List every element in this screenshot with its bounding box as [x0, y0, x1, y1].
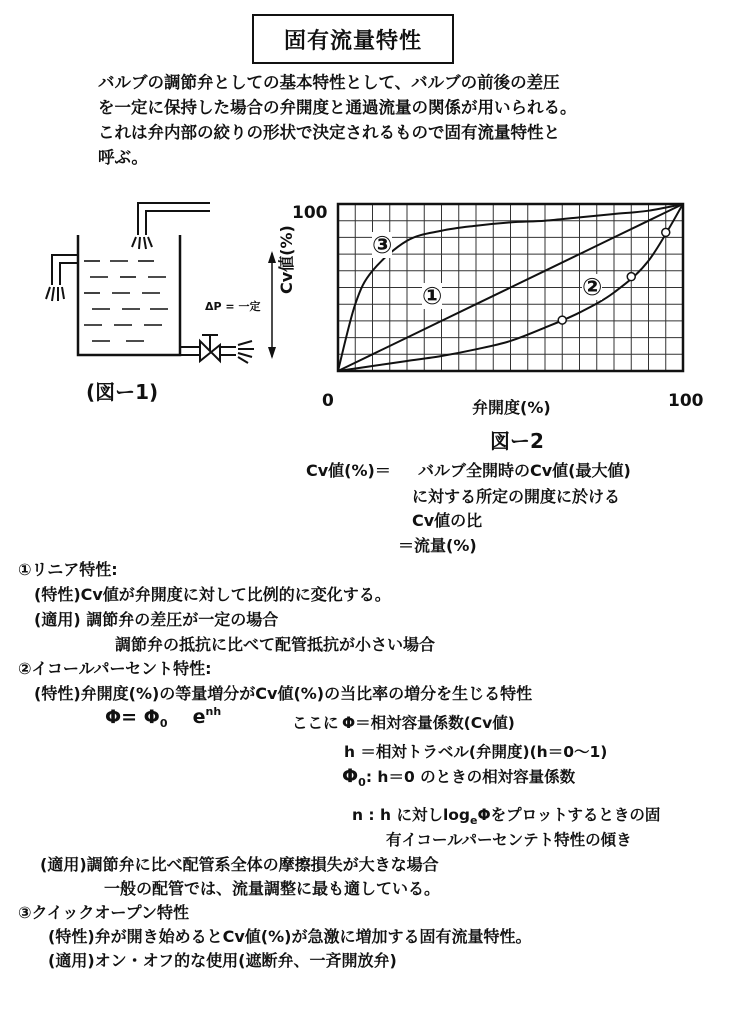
figure2-caption: 図ー2: [490, 429, 544, 453]
series-marker: [662, 228, 670, 236]
water-lines: [84, 261, 168, 341]
curve-label-1: ①: [422, 282, 443, 310]
definition-line: バルブ全開時のCv値(最大値): [418, 461, 631, 480]
section3-heading: ③クイックオープン特性: [18, 903, 189, 922]
equal-percent-formula: [105, 705, 221, 730]
intro-paragraph: [98, 70, 688, 170]
intro-line: を一定に保持した場合の弁開度と通過流量の関係が用いられる。: [98, 98, 577, 117]
section2-trait: (特性)弁開度(%)の等量増分がCv値(%)の当比率の増分を生じる特性: [34, 684, 533, 703]
intro-line: バルブの調節弁としての基本特性として、バルブの前後の差圧: [98, 73, 560, 92]
overflow-spray: [46, 287, 64, 301]
section3-use: (適用)オン・オフ的な使用(遮断弁、一斉開放弁): [48, 951, 397, 970]
y-max-label: 100: [292, 203, 328, 223]
phi0-sub: 0: [358, 776, 366, 789]
n-def-part: Φをプロットするときの固: [477, 806, 661, 824]
section1-use: (適用) 調節弁の差圧が一定の場合: [34, 610, 279, 629]
definition-lhs: Cv値(%)＝: [306, 461, 391, 480]
formula-here: ここに: [292, 714, 339, 732]
y-axis-label: Cv値(%): [277, 225, 296, 294]
formula-exp-base: e: [192, 706, 206, 728]
phi0-text: : h＝0 のときの相対容量係数: [365, 768, 576, 786]
n-definition-cont: 有イコールパーセンテト特性の傾き: [386, 831, 632, 849]
intro-line: これは弁内部の絞りの形状で決定されるもので固有流量特性と: [98, 123, 560, 142]
section2-use: (適用)調節弁に比べ配管系全体の摩擦損失が大きな場合: [40, 855, 439, 874]
outlet-spray: [238, 341, 254, 363]
dp-label: ΔP = 一定: [205, 300, 261, 313]
section3-trait: (特性)弁が開き始めるとCv値(%)が急激に増加する固有流量特性。: [48, 927, 532, 946]
phi0-definition: [342, 765, 575, 789]
page-title: 固有流量特性: [252, 14, 454, 64]
section1-trait: (特性)Cv値が弁開度に対して比例的に変化する。: [34, 585, 391, 604]
x-max-label: 100: [668, 391, 704, 411]
outlet-pipe-right: [220, 347, 236, 355]
figure1-tank-diagram: [40, 195, 300, 385]
n-def-sub: e: [470, 814, 478, 827]
figure1-caption: (図ー1): [86, 380, 159, 404]
intro-line: 呼ぶ。: [98, 148, 148, 167]
series-marker: [627, 273, 635, 281]
curve-label-2: ②: [582, 273, 603, 301]
phi-definition: Φ＝相対容量係数(Cv値): [342, 714, 515, 732]
n-definition: [352, 803, 660, 827]
formula-sub: 0: [159, 717, 168, 730]
section2-heading: ②イコールパーセント特性:: [18, 659, 212, 678]
section2-use: 一般の配管では、流量調整に最も適している。: [104, 879, 441, 898]
definition-line: Cv値の比: [412, 511, 483, 530]
definition-line: に対する所定の開度に於ける: [412, 487, 621, 506]
x-axis-label: 弁開度(%): [472, 398, 551, 417]
n-def-part: n : h に対しlog: [352, 806, 471, 824]
formula-lhs: Φ= Φ: [105, 706, 160, 728]
inlet-pipe: [138, 203, 210, 235]
tank: [78, 235, 180, 355]
section1-use: 調節弁の抵抗に比べて配管抵抗が小さい場合: [115, 635, 436, 654]
h-definition: h ＝相対トラベル(弁開度)(h＝0～1): [344, 743, 608, 761]
curve-label-3: ③: [372, 231, 393, 259]
definition-line: ＝流量(%): [398, 536, 477, 555]
x-min-label: 0: [322, 391, 334, 411]
formula-exp: nh: [205, 705, 222, 718]
inlet-spray: [132, 237, 152, 249]
figure2-chart: [290, 190, 730, 420]
outlet-pipe: [180, 347, 200, 355]
series-marker: [558, 316, 566, 324]
section1-heading: ①リニア特性:: [18, 560, 118, 579]
overflow-pipe: [52, 255, 78, 285]
phi0-symbol: Φ: [342, 765, 359, 787]
